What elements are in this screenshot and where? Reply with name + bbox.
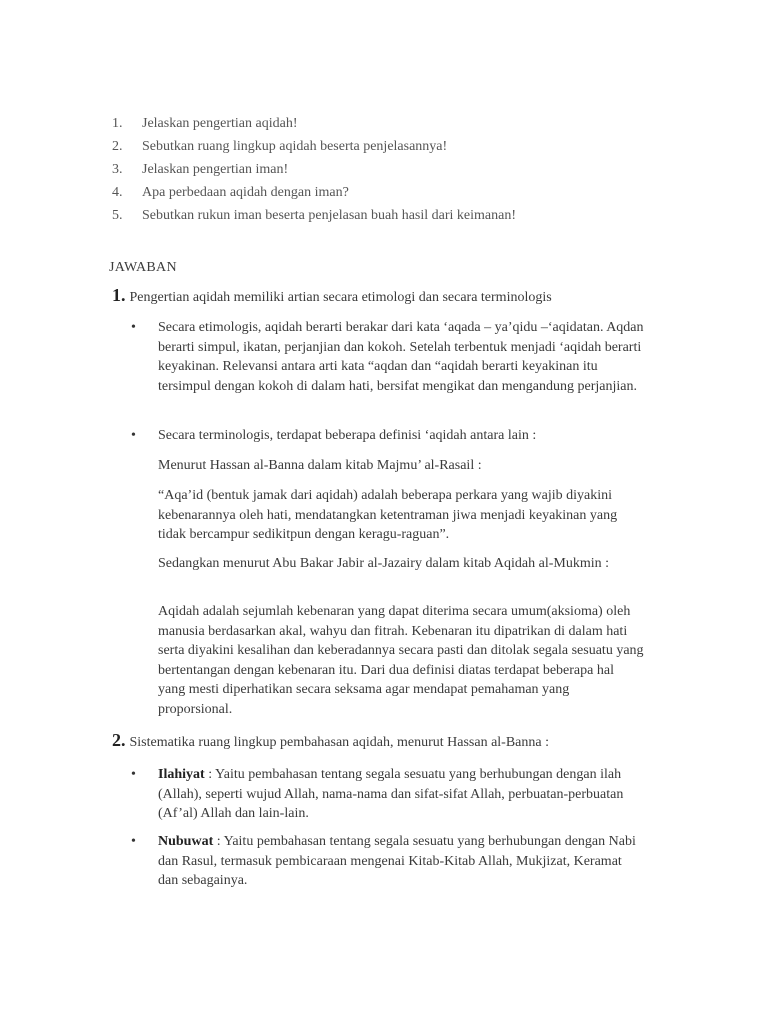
section-2-heading (112, 730, 549, 751)
ilahiyat-item: Ilahiyat : Yaitu pembahasan tentang segala sesuatu yang berhubungan dengan ilah (Allah), seperti wujud Allah, nama-nama dan sifat-sifat Allah, perbuatan-perbuatan (Af’al) Allah dan lain-lain. (158, 767, 624, 822)
nubuwat-term: Nubuwat (158, 834, 214, 849)
nubuwat-item: Nubuwat : Yaitu pembahasan tentang segala sesuatu yang berhubungan dengan Nabi dan Rasul, termasuk pembicaraan mengenai Kitab-Kitab Allah, Mukjizat, Keramat dan sebagainya. (158, 834, 636, 889)
section-title: Pengertian aqidah memiliki artian secara etimologi dan secara terminologis (129, 290, 552, 305)
hassan-intro: Menurut Hassan al-Banna dalam kitab Majmu’ al-Rasail : (158, 458, 482, 473)
ilahiyat-term: Ilahiyat (158, 767, 205, 782)
question-item: 4. Apa perbedaan aqidah dengan iman? (112, 185, 349, 200)
bullet-icon: • (131, 767, 136, 782)
etimologis-paragraph: Secara etimologis, aqidah berarti berakar dari kata ‘aqada – ya’qidu –‘aqidatan. Aqdan berarti simpul, ikatan, perjanjian dan kokoh. Setelah terbentuk menjadi ‘aqidah berarti keyakinan. Relevansi antara arti kata “aqdan dan “aqidah berarti keyakinan itu tersimpul dengan kokoh di dalam hati, bersifat mengikat dan mengandung perjanjian. (158, 320, 644, 394)
bullet-icon: • (131, 428, 136, 443)
section-number: 2. (112, 730, 126, 750)
hassan-quote: “Aqa’id (bentuk jamak dari aqidah) adalah beberapa perkara yang wajib diyakini kebenarannya oleh hati, mendatangkan ketentraman jiwa menjadi keyakinan yang tidak bercampur sedikitpun dengan keragu-raguan”. (158, 488, 618, 543)
question-list (112, 116, 672, 231)
bullet-icon: • (131, 834, 136, 849)
section-title: Sistematika ruang lingkup pembahasan aqidah, menurut Hassan al-Banna : (129, 735, 550, 750)
question-item: 3. Jelaskan pengertian iman! (112, 162, 289, 177)
abubakar-intro: Sedangkan menurut Abu Bakar Jabir al-Jazairy dalam kitab Aqidah al-Mukmin : (158, 556, 609, 571)
abubakar-definition: Aqidah adalah sejumlah kebenaran yang dapat diterima secara umum(aksioma) oleh manusia berdasarkan akal, wahyu dan fitrah. Kebenaran itu dipatrikan di dalam hati serta diyakini kesalihan dan keberadannya secara pasti dan ditolak segala sesuatu yang bertentangan dengan kebenaran itu. Dari dua definisi diatas terdapat beberapa hal yang mesti diperhatikan secara seksama agar mendapat pemahaman yang proporsional. (158, 604, 644, 717)
question-item: 2. Sebutkan ruang lingkup aqidah beserta penjelasannya! (112, 139, 448, 154)
section-number: 1. (112, 285, 126, 305)
bullet-icon: • (131, 320, 136, 335)
question-item: 1. Jelaskan pengertian aqidah! (112, 116, 298, 131)
section-1-heading (112, 285, 552, 306)
terminologis-paragraph: Secara terminologis, terdapat beberapa definisi ‘aqidah antara lain : (158, 428, 537, 443)
question-item: 5. Sebutkan rukun iman beserta penjelasan buah hasil dari keimanan! (112, 208, 516, 223)
answer-heading: JAWABAN (109, 260, 177, 275)
